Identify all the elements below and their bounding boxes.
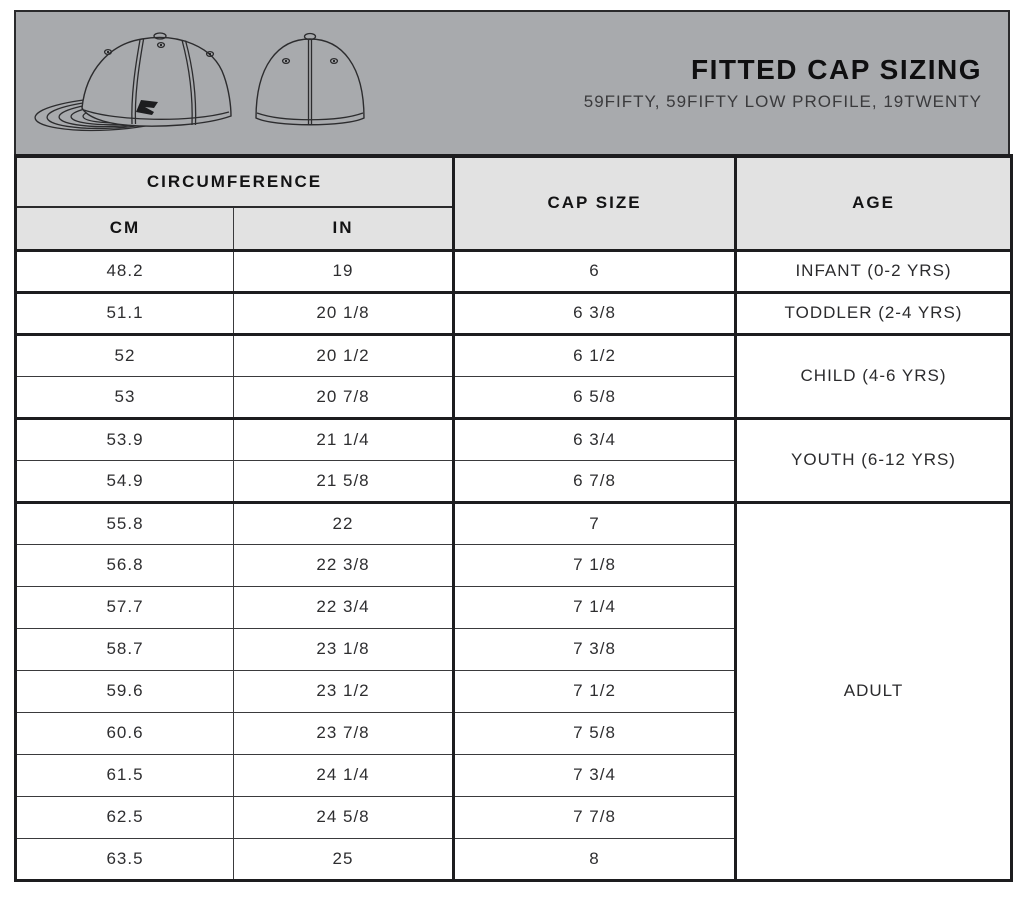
cell-cap-size: 6 5/8 bbox=[454, 376, 736, 418]
column-header-age: AGE bbox=[736, 156, 1012, 250]
cell-age-group: YOUTH (6-12 YRS) bbox=[736, 418, 1012, 502]
column-header-cap-size: CAP SIZE bbox=[454, 156, 736, 250]
cell-circumference-cm: 57.7 bbox=[16, 586, 234, 628]
cell-circumference-cm: 53 bbox=[16, 376, 234, 418]
cell-age-group: CHILD (4-6 YRS) bbox=[736, 334, 1012, 418]
cap-side-and-back-view-icon bbox=[30, 28, 366, 134]
cell-cap-size: 6 bbox=[454, 250, 736, 292]
cell-circumference-in: 20 1/8 bbox=[234, 292, 454, 334]
cap-back-view-icon bbox=[256, 33, 364, 124]
cell-circumference-cm: 56.8 bbox=[16, 544, 234, 586]
cap-side-view-icon bbox=[34, 33, 231, 134]
cell-circumference-cm: 51.1 bbox=[16, 292, 234, 334]
cell-circumference-in: 23 7/8 bbox=[234, 712, 454, 754]
page-subtitle: 59FIFTY, 59FIFTY LOW PROFILE, 19TWENTY bbox=[583, 92, 982, 111]
table-row bbox=[16, 292, 1012, 334]
cell-circumference-in: 24 1/4 bbox=[234, 754, 454, 796]
cell-circumference-in: 20 7/8 bbox=[234, 376, 454, 418]
cap-illustrations bbox=[30, 28, 366, 139]
cell-circumference-in: 21 1/4 bbox=[234, 418, 454, 460]
table-header bbox=[16, 156, 1012, 250]
cell-circumference-in: 19 bbox=[234, 250, 454, 292]
cell-circumference-cm: 53.9 bbox=[16, 418, 234, 460]
cell-age-group: TODDLER (2-4 YRS) bbox=[736, 292, 1012, 334]
cell-cap-size: 7 1/4 bbox=[454, 586, 736, 628]
cell-circumference-cm: 61.5 bbox=[16, 754, 234, 796]
cell-cap-size: 6 1/2 bbox=[454, 334, 736, 376]
table-row bbox=[16, 418, 1012, 460]
cell-circumference-cm: 54.9 bbox=[16, 460, 234, 502]
cell-cap-size: 7 bbox=[454, 502, 736, 544]
table-row bbox=[16, 250, 1012, 292]
cell-circumference-cm: 63.5 bbox=[16, 838, 234, 880]
table-row bbox=[16, 502, 1012, 544]
cell-cap-size: 6 3/8 bbox=[454, 292, 736, 334]
table-row bbox=[16, 334, 1012, 376]
cell-circumference-in: 22 3/4 bbox=[234, 586, 454, 628]
cell-age-group: INFANT (0-2 YRS) bbox=[736, 250, 1012, 292]
column-header-circumference: CIRCUMFERENCE bbox=[16, 156, 454, 207]
cell-circumference-cm: 55.8 bbox=[16, 502, 234, 544]
cell-circumference-in: 24 5/8 bbox=[234, 796, 454, 838]
cell-circumference-in: 21 5/8 bbox=[234, 460, 454, 502]
cell-age-group: ADULT bbox=[736, 502, 1012, 880]
title-block bbox=[584, 54, 982, 112]
cell-circumference-cm: 60.6 bbox=[16, 712, 234, 754]
cell-cap-size: 7 3/8 bbox=[454, 628, 736, 670]
column-header-in: IN bbox=[234, 207, 454, 250]
cell-cap-size: 7 1/2 bbox=[454, 670, 736, 712]
cell-circumference-cm: 62.5 bbox=[16, 796, 234, 838]
cell-cap-size: 8 bbox=[454, 838, 736, 880]
cell-cap-size: 7 3/4 bbox=[454, 754, 736, 796]
chart-header bbox=[14, 10, 1010, 154]
sizing-table bbox=[14, 154, 1013, 882]
cell-cap-size: 7 5/8 bbox=[454, 712, 736, 754]
cell-circumference-in: 23 1/2 bbox=[234, 670, 454, 712]
cell-circumference-in: 22 bbox=[234, 502, 454, 544]
table-body bbox=[16, 250, 1012, 880]
cell-circumference-cm: 52 bbox=[16, 334, 234, 376]
cell-circumference-cm: 48.2 bbox=[16, 250, 234, 292]
cell-circumference-in: 22 3/8 bbox=[234, 544, 454, 586]
cell-circumference-in: 23 1/8 bbox=[234, 628, 454, 670]
cell-cap-size: 7 7/8 bbox=[454, 796, 736, 838]
cell-cap-size: 6 3/4 bbox=[454, 418, 736, 460]
cell-circumference-cm: 58.7 bbox=[16, 628, 234, 670]
page-title: FITTED CAP SIZING bbox=[691, 54, 982, 85]
cell-cap-size: 6 7/8 bbox=[454, 460, 736, 502]
cell-circumference-in: 20 1/2 bbox=[234, 334, 454, 376]
column-header-cm: CM bbox=[16, 207, 234, 250]
cell-cap-size: 7 1/8 bbox=[454, 544, 736, 586]
cell-circumference-in: 25 bbox=[234, 838, 454, 880]
cell-circumference-cm: 59.6 bbox=[16, 670, 234, 712]
